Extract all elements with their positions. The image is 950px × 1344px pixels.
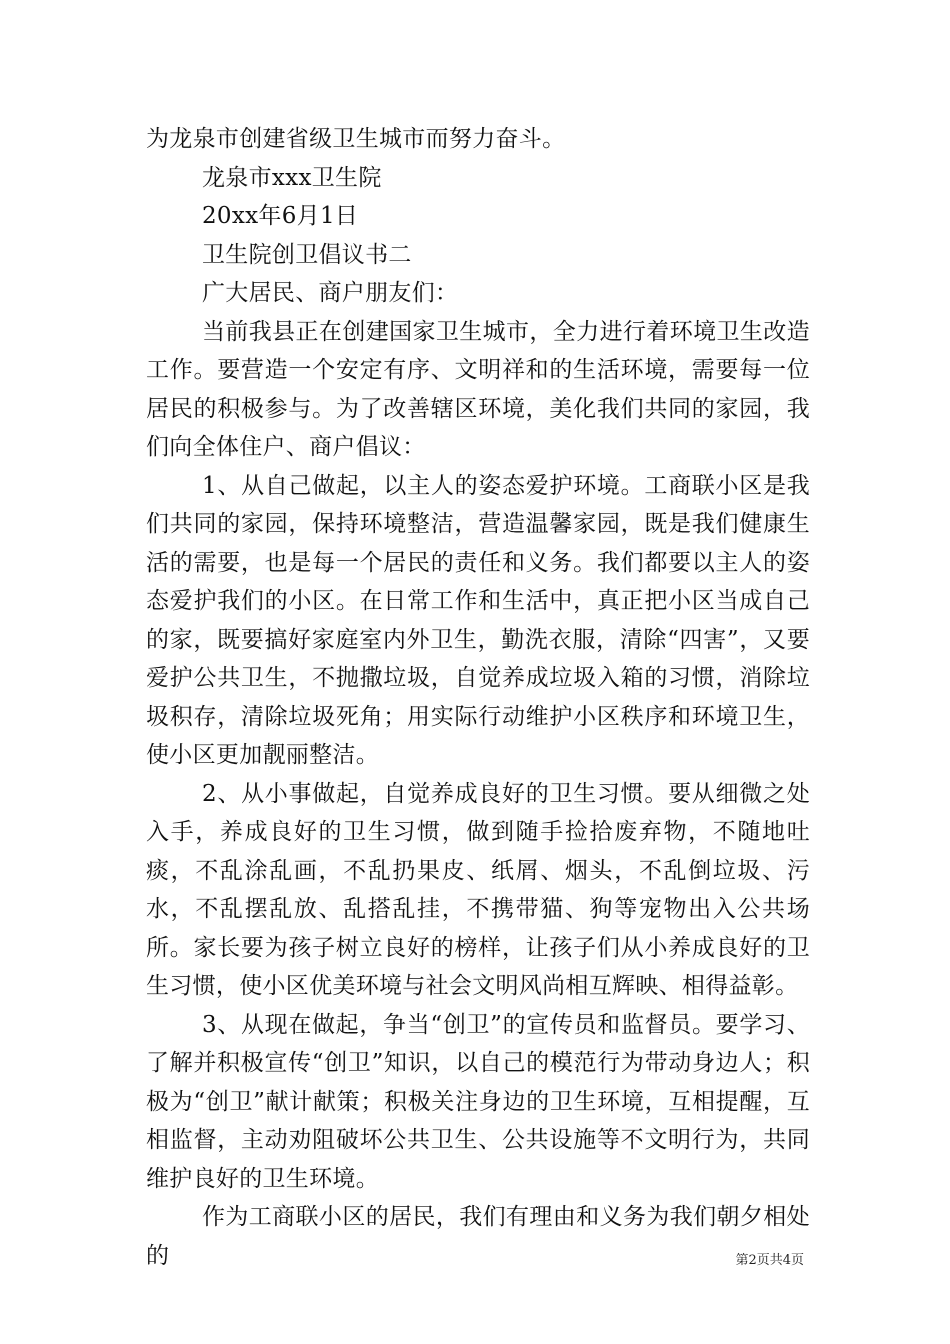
- proposal-item-3: 3、从现在做起，争当“创卫”的宣传员和监督员。要学习、了解并积极宣传“创卫”知识，以自己的模范行为带动身边人；积极为“创卫”献计献策；积极关注身边的卫生环境，互相提醒，互相监督，主动劝阻破坏公共卫生、公共设施等不文明行为，共同维护良好的卫生环境。: [146, 1011, 810, 1192]
- signature-organization: 龙泉市xxx卫生院: [202, 164, 382, 191]
- proposal-item-1: 1、从自己做起，以主人的姿态爱护环境。工商联小区是我们共同的家园，保持环境整洁，营造温馨家园，既是我们健康生活的需要，也是每一个居民的责任和义务。我们都要以主人的姿态爱护我们的小区。在日常工作和生活中，真正把小区当成自己的家，既要搞好家庭室内外卫生，勤洗衣服，清除“四害”，又要爱护公共卫生，不抛撒垃圾，自觉养成垃圾入箱的习惯，消除垃圾积存，清除垃圾死角；用实际行动维护小区秩序和环境卫生，使小区更加靓丽整洁。: [146, 472, 810, 768]
- section-title: 卫生院创卫倡议书二: [202, 241, 412, 268]
- closing-line: 为龙泉市创建省级卫生城市而努力奋斗。: [146, 126, 566, 152]
- proposal-item-2: 2、从小事做起，自觉养成良好的卫生习惯。要从细微之处入手，养成良好的卫生习惯，做到随手捡拾废弃物，不随地吐痰，不乱涂乱画，不乱扔果皮、纸屑、烟头，不乱倒垃圾、污水，不乱摆乱放、乱搭乱挂，不携带猫、狗等宠物出入公共场所。家长要为孩子树立良好的榜样，让孩子们从小养成良好的卫生习惯，使小区优美环境与社会文明风尚相互辉映、相得益彰。: [146, 780, 810, 999]
- page-number: 第2页共4页: [735, 1253, 804, 1268]
- document-body: [146, 120, 810, 1275]
- salutation: 广大居民、商户朋友们：: [202, 280, 459, 306]
- intro-paragraph: 当前我县正在创建国家卫生城市，全力进行着环境卫生改造工作。要营造一个安定有序、文明祥和的生活环境，需要每一位居民的积极参与。为了改善辖区环境，美化我们共同的家园，我们向全体住户、商户倡议：: [146, 318, 810, 460]
- signature-date: 20xx年6月1日: [202, 203, 359, 229]
- concluding-paragraph: 作为工商联小区的居民，我们有理由和义务为我们朝夕相处的: [146, 1204, 810, 1269]
